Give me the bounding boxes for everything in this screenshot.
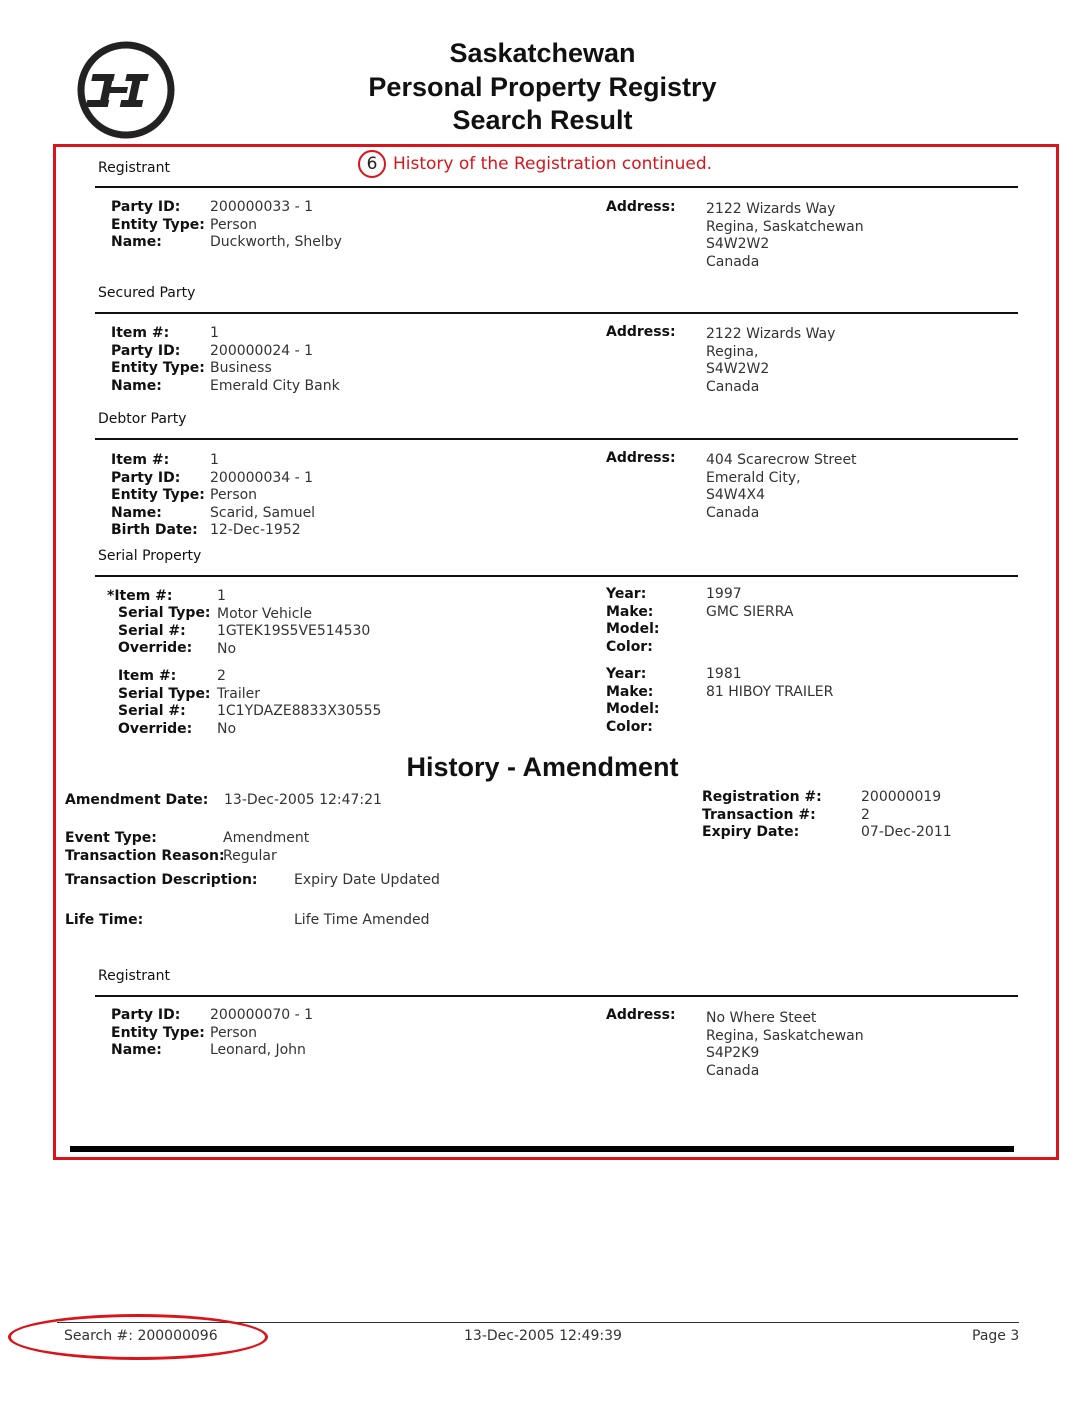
serial-item-2-vehicle-values	[706, 666, 833, 701]
address-label: Address:	[606, 1007, 676, 1023]
address-line: 2122 Wizards Way	[706, 326, 836, 342]
party-id-value: 200000034 - 1	[210, 469, 314, 486]
life-time-label: Life Time:	[65, 912, 144, 928]
section-registrant-2: Registrant	[98, 968, 170, 984]
item-value: 2	[217, 668, 226, 684]
entity-type-label: Entity Type:	[111, 216, 205, 233]
address-label: Address:	[606, 199, 676, 215]
transaction-label: Transaction #:	[702, 806, 816, 823]
amendment-registration-values	[861, 789, 952, 842]
address-line: S4P2K9	[706, 1045, 760, 1061]
amendment-date-label: Amendment Date:	[65, 792, 209, 808]
entity-type-label: Entity Type:	[111, 1024, 205, 1041]
address-line: Canada	[706, 378, 760, 395]
end-of-registration-bar	[70, 1146, 1014, 1152]
item-label: Item #:	[111, 325, 170, 341]
registrant-2-values	[210, 1007, 313, 1060]
transaction-reason-label: Transaction Reason:	[65, 848, 225, 864]
name-label: Name:	[111, 234, 162, 250]
title-line-3: Search Result	[452, 105, 633, 135]
debtor-party-labels	[111, 452, 205, 540]
name-label: Name:	[111, 504, 162, 521]
annotation-callout	[358, 150, 712, 178]
registrant-address	[706, 201, 864, 271]
name-value: Duckworth, Shelby	[210, 234, 342, 250]
color-label: Color:	[606, 638, 653, 655]
year-value: 1981	[706, 666, 742, 682]
registrant-2-labels	[111, 1007, 205, 1060]
party-id-label: Party ID:	[111, 469, 181, 486]
transaction-description-value: Expiry Date Updated	[294, 872, 440, 888]
address-line: Regina, Saskatchewan	[706, 218, 864, 235]
secured-party-values	[210, 325, 340, 395]
model-label: Model:	[606, 701, 660, 717]
section-rule	[95, 995, 1018, 997]
party-id-value: 200000033 - 1	[210, 199, 314, 215]
address-line: Regina, Saskatchewan	[706, 1027, 864, 1044]
model-label: Model:	[606, 621, 660, 637]
year-label: Year:	[606, 586, 647, 602]
override-value: No	[217, 720, 237, 737]
address-label: Address:	[606, 450, 676, 466]
serial-item-2-labels	[118, 668, 211, 738]
party-id-value: 200000024 - 1	[210, 342, 314, 359]
entity-type-value: Person	[210, 1024, 258, 1041]
search-number-highlight	[8, 1314, 268, 1360]
address-label: Address:	[606, 324, 676, 340]
amendment-registration-labels	[702, 789, 822, 842]
party-id-label: Party ID:	[111, 199, 181, 215]
serial-value: 1GTEK19S5VE514530	[217, 623, 371, 639]
item-value: 1	[210, 452, 219, 468]
serial-type-value: Trailer	[217, 685, 260, 702]
secured-party-labels	[111, 325, 205, 395]
section-registrant: Registrant	[98, 160, 170, 176]
address-line: Regina,	[706, 343, 759, 360]
party-id-value: 200000070 - 1	[210, 1007, 314, 1023]
registrant-2-address	[706, 1010, 864, 1080]
event-type-value: Amendment	[223, 830, 310, 846]
footer-datetime: 13-Dec-2005 12:49:39	[464, 1328, 622, 1344]
annotation-text: History of the Registration continued.	[393, 154, 713, 174]
item-label: *Item #:	[107, 588, 173, 604]
birth-date-label: Birth Date:	[111, 522, 198, 538]
override-label: Override:	[118, 720, 193, 737]
expiry-value: 07-Dec-2011	[861, 824, 952, 840]
address-line: 404 Scarecrow Street	[706, 452, 857, 468]
transaction-reason-value: Regular	[223, 848, 277, 864]
address-line: Canada	[706, 253, 760, 270]
transaction-description-label: Transaction Description:	[65, 872, 258, 888]
section-rule	[95, 438, 1018, 440]
section-secured-party: Secured Party	[98, 285, 196, 301]
registrant-labels	[111, 199, 205, 252]
item-label: Item #:	[118, 668, 177, 684]
amendment-date-value: 13-Dec-2005 12:47:21	[224, 792, 382, 808]
serial-label: Serial #:	[118, 703, 186, 719]
serial-type-value: Motor Vehicle	[217, 605, 312, 622]
color-label: Color:	[606, 718, 653, 735]
transaction-value: 2	[861, 806, 870, 823]
serial-type-label: Serial Type:	[118, 685, 211, 702]
name-value: Scarid, Samuel	[210, 504, 316, 521]
expiry-label: Expiry Date:	[702, 824, 800, 840]
make-label: Make:	[606, 683, 654, 700]
event-type-label: Event Type:	[65, 830, 157, 846]
item-label: Item #:	[111, 452, 170, 468]
make-label: Make:	[606, 603, 654, 620]
make-value: GMC SIERRA	[706, 603, 794, 620]
section-rule	[95, 186, 1018, 188]
section-rule	[95, 312, 1018, 314]
address-line: S4W4X4	[706, 487, 766, 503]
address-line: Canada	[706, 504, 760, 521]
entity-type-value: Person	[210, 487, 258, 503]
address-line: Canada	[706, 1062, 760, 1079]
amendment-heading: History - Amendment	[406, 752, 679, 782]
section-debtor-party: Debtor Party	[98, 411, 187, 427]
serial-item-2-vehicle-labels	[606, 666, 659, 736]
year-label: Year:	[606, 666, 647, 682]
item-value: 1	[217, 588, 226, 604]
life-time-value: Life Time Amended	[294, 912, 430, 928]
registrant-values	[210, 199, 342, 252]
serial-type-label: Serial Type:	[118, 605, 211, 621]
name-label: Name:	[111, 377, 162, 394]
year-value: 1997	[706, 586, 742, 602]
serial-item-1-labels	[107, 588, 173, 606]
entity-type-label: Entity Type:	[111, 487, 205, 503]
serial-item-1-vehicle-labels	[606, 586, 659, 656]
registration-label: Registration #:	[702, 789, 822, 805]
address-line: S4W2W2	[706, 361, 770, 377]
registration-value: 200000019	[861, 789, 942, 805]
serial-item-1-labels-rest	[118, 605, 211, 658]
section-rule	[95, 575, 1018, 577]
serial-value: 1C1YDAZE8833X30555	[217, 703, 382, 719]
footer-search-number: Search #: 200000096	[64, 1328, 218, 1344]
address-line: Emerald City,	[706, 469, 801, 486]
footer-page-number: Page 3	[972, 1328, 1020, 1344]
annotation-number: 6	[358, 150, 386, 178]
party-id-label: Party ID:	[111, 1007, 181, 1023]
party-id-label: Party ID:	[111, 342, 181, 359]
name-label: Name:	[111, 1042, 162, 1058]
item-value: 1	[210, 325, 219, 341]
name-value: Leonard, John	[210, 1042, 306, 1058]
name-value: Emerald City Bank	[210, 377, 340, 394]
address-line: S4W2W2	[706, 236, 770, 252]
serial-label: Serial #:	[118, 622, 186, 639]
entity-type-value: Business	[210, 360, 272, 376]
title-line-1: Saskatchewan	[449, 38, 636, 68]
serial-item-1-values	[217, 588, 370, 658]
entity-type-value: Person	[210, 216, 258, 233]
secured-party-address	[706, 326, 835, 396]
title-line-2: Personal Property Registry	[368, 72, 717, 102]
make-value: 81 HIBOY TRAILER	[706, 683, 834, 700]
entity-type-label: Entity Type:	[111, 360, 205, 376]
registry-logo	[76, 40, 176, 140]
serial-item-2-values	[217, 668, 381, 738]
serial-item-1-vehicle-values	[706, 586, 793, 621]
section-serial-property: Serial Property	[98, 548, 202, 564]
override-value: No	[217, 640, 237, 657]
birth-date-value: 12-Dec-1952	[210, 522, 301, 538]
override-label: Override:	[118, 640, 193, 656]
debtor-party-address	[706, 452, 857, 522]
address-line: No Where Steet	[706, 1010, 817, 1026]
address-line: 2122 Wizards Way	[706, 201, 836, 217]
debtor-party-values	[210, 452, 315, 540]
